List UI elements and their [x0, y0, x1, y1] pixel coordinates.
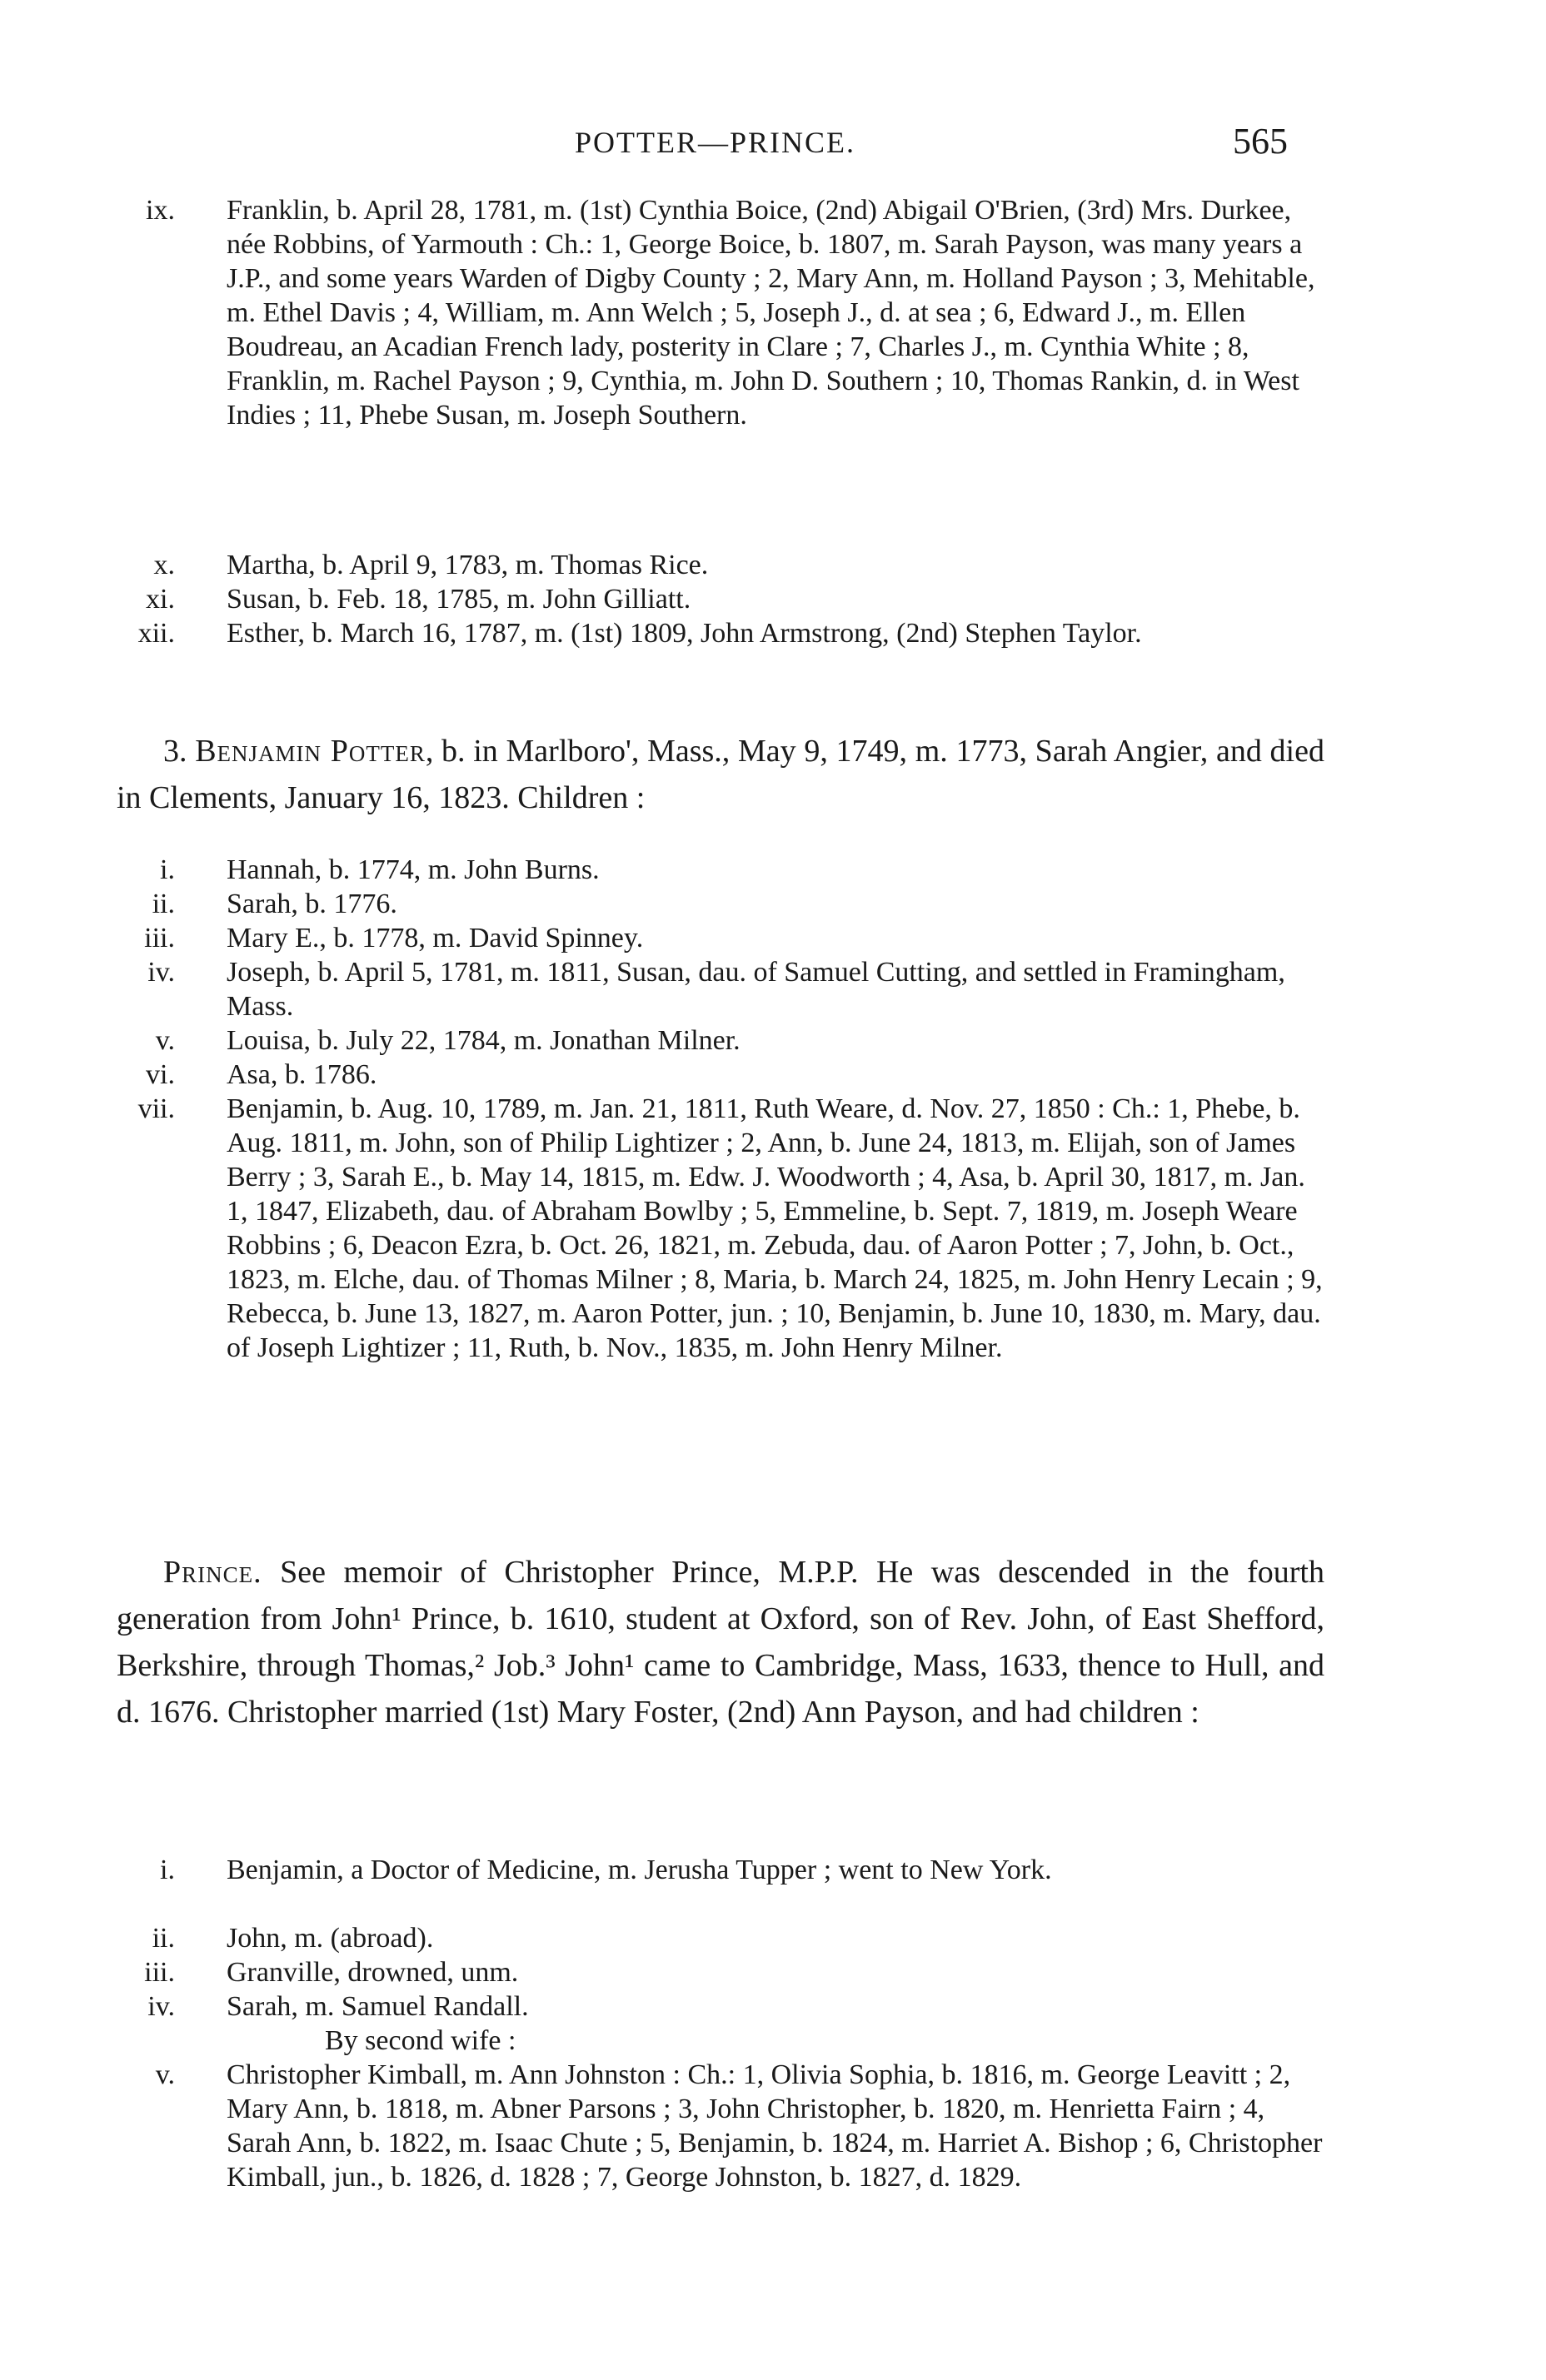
paragraph-text: , b. in Marlboro', Mass., May 9, 1749, m. 1773, Sarah Angier, and died in Clements, January 16, 1823. Children : — [117, 734, 1324, 815]
entry-number: iii. — [144, 1957, 175, 1988]
entry-text: Benjamin, a Doctor of Medicine, m. Jerusha Tupper ; went to New York. — [227, 1855, 1052, 1885]
list-item — [152, 1921, 1324, 1955]
list-item — [160, 853, 1324, 887]
entry-number: vii. — [137, 1093, 175, 1124]
entry-number: ii. — [152, 889, 175, 919]
entry-number: xi. — [146, 584, 175, 615]
entry-text: Asa, b. 1786. — [227, 1059, 377, 1090]
list-item — [153, 548, 1324, 582]
list-item — [160, 1853, 1324, 1887]
list-item — [144, 1955, 1324, 1989]
entry-number: v. — [155, 1025, 175, 1056]
list-item — [155, 2058, 1324, 2194]
entry-text: Louisa, b. July 22, 1784, m. Jonathan Milner. — [227, 1025, 741, 1056]
entry-number: ix. — [146, 195, 175, 226]
entry-number: iv. — [147, 957, 175, 988]
family-name: Prince. — [163, 1555, 262, 1590]
second-wife-label: By second wife : — [325, 2025, 516, 2056]
entry-text: Granville, drowned, unm. — [227, 1957, 519, 1988]
paragraph-text: See memoir of Christopher Prince, M.P.P. He was descended in the fourth generation from John¹ Prince, b. 1610, student at Oxford, son of Rev. John, of East Shefford, Berkshire, through Thomas,² Job.³ John¹ came to Cambridge, Mass, 1633, thence to Hull, and d. 1676. Christopher married (1st) Mary Foster, (2nd) Ann Payson, and had children : — [117, 1555, 1324, 1730]
page-number: 565 — [1233, 121, 1288, 162]
entry-number: x. — [153, 550, 175, 580]
entry-number: i. — [160, 854, 175, 885]
entry-number: 3. — [163, 734, 187, 769]
list-item — [144, 921, 1324, 955]
list-item — [146, 582, 1324, 616]
entry-number: xii. — [137, 618, 175, 649]
list-item — [147, 955, 1324, 1023]
entry-text: Sarah, m. Samuel Randall. — [227, 1991, 529, 2022]
entry-text: Franklin, b. April 28, 1781, m. (1st) Cynthia Boice, (2nd) Abigail O'Brien, (3rd) Mrs. Durkee, née Robbins, of Yarmouth : Ch.: 1, George Boice, b. 1807, m. Sarah Payson, was many years a J.P., and some years Warden of Digby County ; 2, Mary Ann, m. Holland Payson ; 3, Mehitable, m. Ethel Davis ; 4, William, m. Ann Welch ; 5, Joseph J., d. at sea ; 6, Edward J., m. Ellen Boudreau, an Acadian French lady, posterity in Clare ; 7, Charles J., m. Cynthia White ; 8, Franklin, m. Rachel Payson ; 9, Cynthia, m. John D. Southern ; 10, Thomas Rankin, d. in West Indies ; 11, Phebe Susan, m. Joseph Southern. — [227, 195, 1315, 431]
entry-number: iv. — [147, 1991, 175, 2022]
entry-text: Sarah, b. 1776. — [227, 889, 397, 919]
entry-number: iii. — [144, 923, 175, 953]
page-title: POTTER—PRINCE. — [575, 126, 856, 159]
paragraph-benjamin-potter — [117, 728, 1324, 821]
entry-text: Christopher Kimball, m. Ann Johnston : Ch.: 1, Olivia Sophia, b. 1816, m. George Leavitt ; 2, Mary Ann, b. 1818, m. Abner Parsons ; 3, John Christopher, b. 1820, m. Henrietta Fairn ; 4, Sarah Ann, b. 1822, m. Isaac Chute ; 5, Benjamin, b. 1824, m. Harriet A. Bishop ; 6, Christopher Kimball, jun., b. 1826, d. 1828 ; 7, George Johnston, b. 1827, d. 1829. — [227, 2059, 1323, 2193]
person-name: Benjamin Potter — [195, 734, 426, 769]
entry-text: Joseph, b. April 5, 1781, m. 1811, Susan, dau. of Samuel Cutting, and settled in Framingham, Mass. — [227, 957, 1285, 1022]
entry-text: Esther, b. March 16, 1787, m. (1st) 1809, John Armstrong, (2nd) Stephen Taylor. — [227, 618, 1142, 649]
entry-text: Susan, b. Feb. 18, 1785, m. John Gilliatt. — [227, 584, 691, 615]
list-item — [146, 1058, 1324, 1092]
list-item — [155, 1023, 1324, 1058]
list-item — [137, 616, 1324, 650]
entry-text: Hannah, b. 1774, m. John Burns. — [227, 854, 600, 885]
entry-text: Mary E., b. 1778, m. David Spinney. — [227, 923, 644, 953]
list-item — [137, 1092, 1324, 1365]
entry-number: v. — [155, 2059, 175, 2090]
list-item — [147, 1989, 1324, 2024]
list-item — [152, 887, 1324, 921]
running-head — [0, 121, 1546, 167]
entry-text: Martha, b. April 9, 1783, m. Thomas Rice. — [227, 550, 709, 580]
paragraph-prince — [117, 1549, 1324, 1735]
entry-number: ii. — [152, 1923, 175, 1954]
entry-text: Benjamin, b. Aug. 10, 1789, m. Jan. 21, 1811, Ruth Weare, d. Nov. 27, 1850 : Ch.: 1, Phebe, b. Aug. 1811, m. John, son of Philip Lightizer ; 2, Ann, b. June 24, 1813, m. Elijah, son of James Berry ; 3, Sarah E., b. May 14, 1815, m. Edw. J. Woodworth ; 4, Asa, b. April 30, 1817, m. Jan. 1, 1847, Elizabeth, dau. of Abraham Bowlby ; 5, Emmeline, b. Sept. 7, 1819, m. Joseph Weare Robbins ; 6, Deacon Ezra, b. Oct. 26, 1821, m. Zebuda, dau. of Aaron Potter ; 7, John, b. Oct., 1823, m. Elche, dau. of Thomas Milner ; 8, Maria, b. March 24, 1825, m. John Henry Lecain ; 9, Rebecca, b. June 13, 1827, m. Aaron Potter, jun. ; 10, Benjamin, b. June 10, 1830, m. Mary, dau. of Joseph Lightizer ; 11, Ruth, b. Nov., 1835, m. John Henry Milner. — [227, 1093, 1323, 1363]
entry-number: vi. — [146, 1059, 175, 1090]
entry-number: i. — [160, 1855, 175, 1885]
entry-text: John, m. (abroad). — [227, 1923, 434, 1954]
list-item — [146, 193, 1324, 432]
